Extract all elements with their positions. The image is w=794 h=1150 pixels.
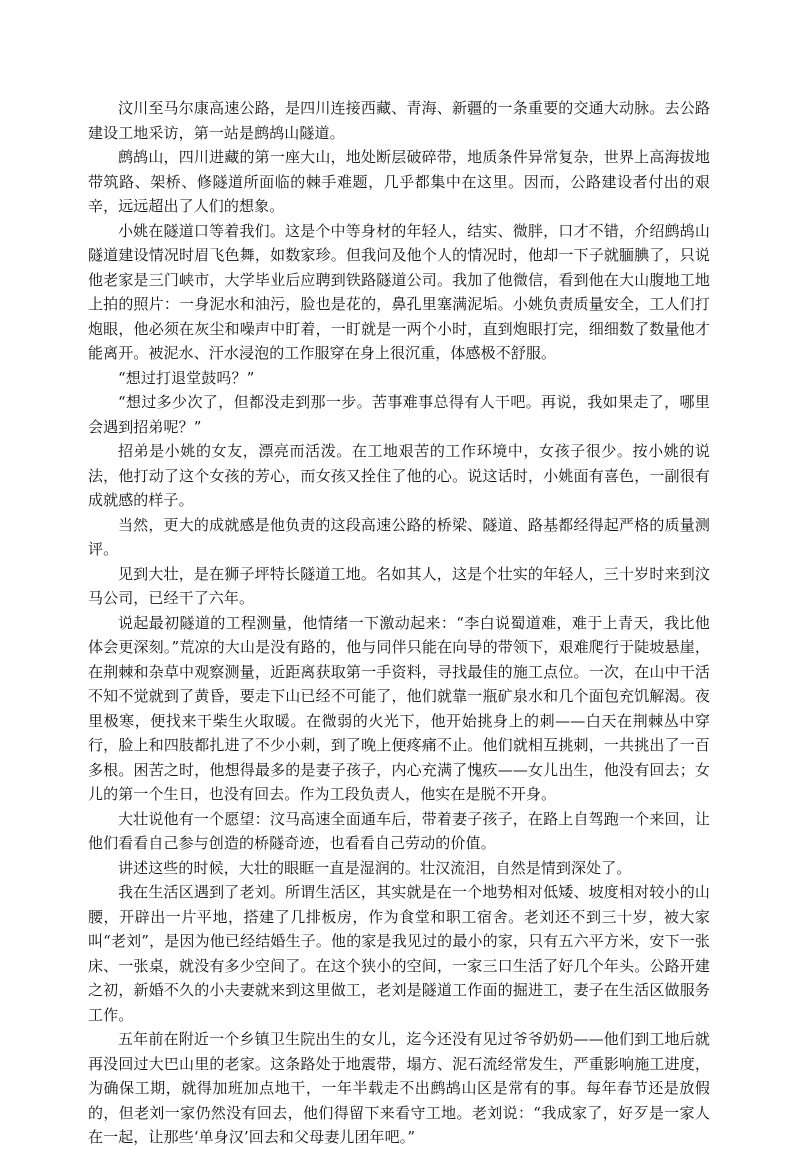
paragraph: “想过多少次了，但都没走到那一步。苦事难事总得有人干吧。再说，我如果走了，哪里会遇到招弟呢？” [88,393,710,436]
paragraph: 我在生活区遇到了老刘。所谓生活区，其实就是在一个地势相对低矮、坡度相对较小的山腰，开辟出一片平地，搭建了几排板房，作为食堂和职工宿舍。老刘还不到三十岁，被大家叫“老刘”，是因为他已经结婚生子。他的家是我见过的最小的家，只有五六平方米，安下一张床、一张桌，就没有多少空间了。在这个狭小的空间，一家三口生活了好几个年头。公路开建之初，新婚不久的小夫妻就来到这里做工，老刘是隧道工作面的掘进工，妻子在生活区做服务工作。 [88,883,710,1024]
paragraph: 说起最初隧道的工程测量，他情绪一下激动起来：“李白说蜀道难，难于上青天，我比他体会更深刻。”荒凉的大山是没有路的，他与同伴只能在向导的带领下，艰难爬行于陡坡悬崖，在荆棘和杂草中观察测量，近距离获取第一手资料，寻找最佳的施工点位。一次，在山中干活不知不觉就到了黄昏，要走下山已经不可能了，他们就靠一瓶矿泉水和几个面包充饥解渴。夜里极寒，便找来干柴生火取暖。在微弱的火光下，他开始挑身上的刺——白天在荆棘丛中穿行，脸上和四肢都扎进了不少小刺，到了晚上便疼痛不止。他们就相互挑刺，一共挑出了一百多根。困苦之时，他想得最多的是妻子孩子，内心充满了愧疚——女儿出生，他没有回去；女儿的第一个生日，也没有回去。作为工段负责人，他实在是脱不开身。 [88,613,710,803]
paragraph: 大壮说他有一个愿望：汶马高速全面通车后，带着妻子孩子，在路上自驾跑一个来回，让他们看看自己参与创造的桥隧奇迹，也看看自己劳动的价值。 [88,809,710,852]
paragraph: 小姚在隧道口等着我们。这是个中等身材的年轻人，结实、微胖，口才不错，介绍鹧鸪山隧道建设情况时眉飞色舞，如数家珍。但我问及他个人的情况时，他却一下子就腼腆了，只说他老家是三门峡市，大学毕业后应聘到铁路隧道公司。我加了他微信，看到他在大山腹地工地上拍的照片：一身泥水和油污，脸也是花的，鼻孔里塞满泥垢。小姚负责质量安全，工人们打炮眼，他必须在灰尘和噪声中盯着，一盯就是一两个小时，直到炮眼打完，细细数了数量他才能离开。被泥水、汗水浸泡的工作服穿在身上很沉重，体感极不舒服。 [88,221,710,362]
paragraph: “想过打退堂鼓吗？” [118,368,255,387]
paragraph: 当然，更大的成就感是他负责的这段高速公路的桥梁、隧道、路基都经得起严格的质量测评。 [88,515,710,558]
paragraph: 招弟是小姚的女友，漂亮而活泼。在工地艰苦的工作环境中，女孩子很少。按小姚的说法，他打动了这个女孩的芳心，而女孩又拴住了他的心。说这话时，小姚面有喜色，一副很有成就感的样子。 [88,442,710,509]
paragraph: 汶川至马尔康高速公路，是四川连接西藏、青海、新疆的一条重要的交通大动脉。去公路建设工地采访，第一站是鹧鸪山隧道。 [88,99,710,142]
paragraph: 讲述这些的时候，大壮的眼眶一直是湿润的。壮汉流泪，自然是情到深处了。 [118,858,632,877]
paragraph: 鹧鸪山，四川进藏的第一座大山，地处断层破碎带，地质条件异常复杂，世界上高海拔地带筑路、架桥、修隧道所面临的棘手难题，几乎都集中在这里。因而，公路建设者付出的艰辛，远远超出了人们的想象。 [88,148,710,215]
paragraph: 五年前在附近一个乡镇卫生院出生的女儿，迄今还没有见过爷爷奶奶——他们到工地后就再没回过大巴山里的老家。这条路处于地震带，塌方、泥石流经常发生，严重影响施工进度，为确保工期，就得加班加点地干，一年半载走不出鹧鸪山区是常有的事。每年春节还是放假的，但老刘一家仍然没有回去，他们得留下来看守工地。老刘说：“我成家了，好歹是一家人在一起，让那些‘单身汉’回去和父母妻儿团年吧。” [88,1030,710,1146]
article-body [88,96,710,1150]
paragraph: 见到大壮，是在狮子坪特长隧道工地。名如其人，这是个壮实的年轻人，三十岁时来到汶马公司，已经干了六年。 [88,564,710,607]
